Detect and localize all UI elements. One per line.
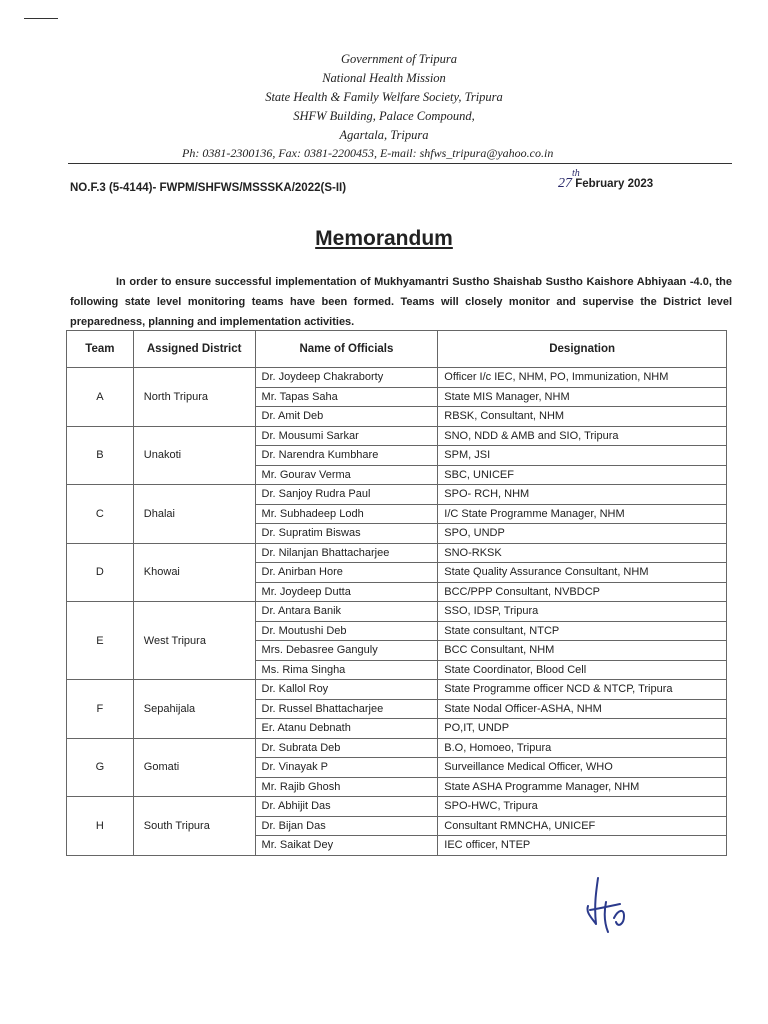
memo-title: Memorandum (315, 227, 453, 250)
team-cell: E (67, 602, 134, 680)
official-name-cell: Er. Atanu Debnath (255, 719, 438, 739)
official-name-cell: Dr. Amit Deb (255, 407, 438, 427)
designation-cell: SPO-HWC, Tripura (438, 797, 727, 817)
signature-mark (580, 872, 640, 942)
table-row (67, 485, 727, 505)
official-name-cell: Dr. Moutushi Deb (255, 621, 438, 641)
official-name-cell: Dr. Subrata Deb (255, 738, 438, 758)
designation-cell: State Programme officer NCD & NTCP, Tripura (438, 680, 727, 700)
district-cell: North Tripura (133, 368, 255, 427)
letterhead-contact: Ph: 0381-2300136, Fax: 0381-2200453, E-mail: shfws_tripura@yahoo.co.in (182, 146, 554, 160)
header-designation: Designation (438, 331, 727, 368)
district-cell: Khowai (133, 543, 255, 602)
official-name-cell: Mr. Gourav Verma (255, 465, 438, 485)
designation-cell: State MIS Manager, NHM (438, 387, 727, 407)
official-name-cell: Dr. Russel Bhattacharjee (255, 699, 438, 719)
official-name-cell: Dr. Kallol Roy (255, 680, 438, 700)
intro-paragraph: In order to ensure successful implementation of Mukhyamantri Sustho Shaishab Sustho Kaishore Abhiyaan -4.0, the following state level monitoring teams have been formed. Teams will closely monitor and supervise the District level preparedness, planning and implementation activities. (70, 276, 732, 328)
table-header-row (67, 331, 727, 368)
table-body (67, 368, 727, 856)
official-name-cell: Dr. Bijan Das (255, 816, 438, 836)
designation-cell: Officer I/c IEC, NHM, PO, Immunization, NHM (438, 368, 727, 388)
table-row (67, 543, 727, 563)
official-name-cell: Dr. Antara Banik (255, 602, 438, 622)
district-cell: Dhalai (133, 485, 255, 544)
designation-cell: PO,IT, UNDP (438, 719, 727, 739)
designation-cell: SPO, UNDP (438, 524, 727, 544)
designation-cell: SNO-RKSK (438, 543, 727, 563)
table-row (67, 738, 727, 758)
letterhead-building: SHFW Building, Palace Compound, (293, 109, 475, 123)
designation-cell: State Quality Assurance Consultant, NHM (438, 563, 727, 583)
designation-cell: BCC Consultant, NHM (438, 641, 727, 661)
official-name-cell: Dr. Narendra Kumbhare (255, 446, 438, 466)
designation-cell: State ASHA Programme Manager, NHM (438, 777, 727, 797)
team-cell: A (67, 368, 134, 427)
official-name-cell: Dr. Sanjoy Rudra Paul (255, 485, 438, 505)
designation-cell: SPO- RCH, NHM (438, 485, 727, 505)
table-row (67, 368, 727, 388)
table-row (67, 426, 727, 446)
official-name-cell: Dr. Anirban Hore (255, 563, 438, 583)
official-name-cell: Mr. Subhadeep Lodh (255, 504, 438, 524)
designation-cell: B.O, Homoeo, Tripura (438, 738, 727, 758)
designation-cell: BCC/PPP Consultant, NVBDCP (438, 582, 727, 602)
memo-date (558, 168, 654, 192)
team-cell: D (67, 543, 134, 602)
designation-cell: SBC, UNICEF (438, 465, 727, 485)
official-name-cell: Dr. Vinayak P (255, 758, 438, 778)
official-name-cell: Mrs. Debasree Ganguly (255, 641, 438, 661)
date-day-suffix: th (572, 168, 580, 179)
official-name-cell: Dr. Nilanjan Bhattacharjee (255, 543, 438, 563)
table-row (67, 680, 727, 700)
district-cell: Unakoti (133, 426, 255, 485)
table-row (67, 797, 727, 817)
official-name-cell: Dr. Supratim Biswas (255, 524, 438, 544)
designation-cell: State Nodal Officer-ASHA, NHM (438, 699, 727, 719)
designation-cell: SPM, JSI (438, 446, 727, 466)
team-cell: F (67, 680, 134, 739)
letterhead-society: State Health & Family Welfare Society, Tripura (265, 90, 503, 104)
designation-cell: SSO, IDSP, Tripura (438, 602, 727, 622)
district-cell: West Tripura (133, 602, 255, 680)
letterhead-government: Government of Tripura (341, 52, 457, 66)
designation-cell: SNO, NDD & AMB and SIO, Tripura (438, 426, 727, 446)
header-assigned-district: Assigned District (133, 331, 255, 368)
letterhead-mission: National Health Mission (322, 71, 446, 85)
date-month-year: February 2023 (572, 178, 654, 190)
header-team: Team (67, 331, 134, 368)
official-name-cell: Mr. Tapas Saha (255, 387, 438, 407)
table-row (67, 602, 727, 622)
letterhead-city: Agartala, Tripura (339, 128, 429, 142)
official-name-cell: Dr. Mousumi Sarkar (255, 426, 438, 446)
monitoring-teams-table (66, 330, 727, 856)
letterhead (0, 50, 768, 145)
designation-cell: I/C State Programme Manager, NHM (438, 504, 727, 524)
district-cell: Sepahijala (133, 680, 255, 739)
team-cell: G (67, 738, 134, 797)
designation-cell: Surveillance Medical Officer, WHO (438, 758, 727, 778)
designation-cell: IEC officer, NTEP (438, 836, 727, 856)
team-cell: H (67, 797, 134, 856)
reference-number: NO.F.3 (5-4144)- FWPM/SHFWS/MSSSKA/2022(S-II) (70, 182, 347, 194)
designation-cell: RBSK, Consultant, NHM (438, 407, 727, 427)
official-name-cell: Ms. Rima Singha (255, 660, 438, 680)
corner-pen-mark (24, 18, 58, 19)
designation-cell: State Coordinator, Blood Cell (438, 660, 727, 680)
team-cell: B (67, 426, 134, 485)
header-divider (68, 163, 732, 164)
official-name-cell: Dr. Joydeep Chakraborty (255, 368, 438, 388)
date-day: 27 (558, 176, 572, 191)
designation-cell: Consultant RMNCHA, UNICEF (438, 816, 727, 836)
designation-cell: State consultant, NTCP (438, 621, 727, 641)
official-name-cell: Dr. Abhijit Das (255, 797, 438, 817)
district-cell: Gomati (133, 738, 255, 797)
team-cell: C (67, 485, 134, 544)
header-name-of-officials: Name of Officials (255, 331, 438, 368)
official-name-cell: Mr. Rajib Ghosh (255, 777, 438, 797)
official-name-cell: Mr. Joydeep Dutta (255, 582, 438, 602)
official-name-cell: Mr. Saikat Dey (255, 836, 438, 856)
district-cell: South Tripura (133, 797, 255, 856)
